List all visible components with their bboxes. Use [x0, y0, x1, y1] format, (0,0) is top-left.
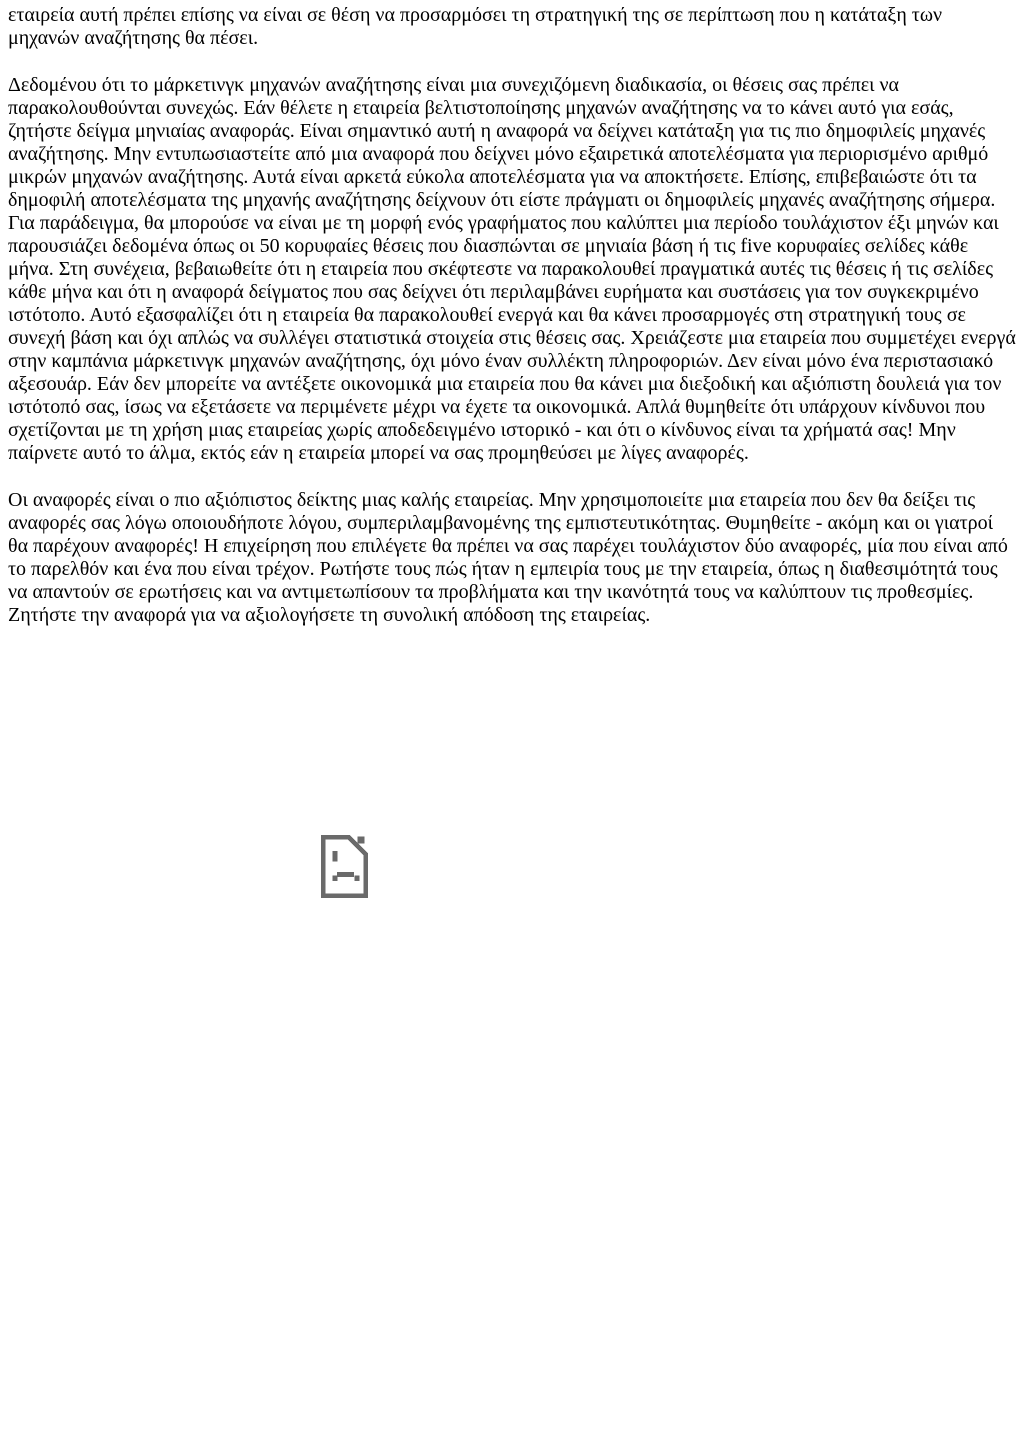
paragraph: Οι αναφορές είναι ο πιο αξιόπιστος δείκτης μιας καλής εταιρείας. Μην χρησιμοποιείτε μια εταιρεία που δεν θα δείξει τις αναφορές σας λόγω οποιουδήποτε λόγου, συμπεριλαμβανομένης της εμπιστευτικότητας. Θυμηθείτε - ακόμη και οι γιατροί θα παρέχουν αναφορές! Η επιχείρηση που επιλέγετε θα πρέπει να σας παρέχει τουλάχιστον δύο αναφορές, μία που είναι από το παρελθόν και ένα που είναι τρέχον. Ρωτήστε τους πώς ήταν η εμπειρία τους με την εταιρεία, όπως η διαθεσιμότητά τους να απαντούν σε ερωτήσεις και να αντιμετωπίσουν τα προβλήματα και την ικανότητά τους να καλύπτουν τις προθεσμίες. Ζητήστε την αναφορά για να αξιολογήσετε τη συνολική απόδοση της εταιρείας.	[8, 489, 1008, 626]
paragraph: Δεδομένου ότι το μάρκετινγκ μηχανών αναζήτησης είναι μια συνεχιζόμενη διαδικασία, οι θέσεις σας πρέπει να παρακολουθούνται συνεχώς. Εάν θέλετε η εταιρεία βελτιστοποίησης μηχανών αναζήτησης να το κάνει αυτό για εσάς, ζητήστε δείγμα μηνιαίας αναφοράς. Είναι σημαντικό αυτή η αναφορά να δείχνει κατάταξη για τις πιο δημοφιλείς μηχανές αναζήτησης. Μην εντυπωσιαστείτε από μια αναφορά που δείχνει μόνο εξαιρετικά αποτελέσματα για περιορισμένο αριθμό μικρών μηχανών αναζήτησης. Αυτά είναι αρκετά εύκολα αποτελέσματα για να αποκτήσετε. Επίσης, επιβεβαιώστε ότι τα δημοφιλή αποτελέσματα της μηχανής αναζήτησης δείχνουν ότι είστε πράγματι οι δημοφιλείς μηχανές αναζήτησης σήμερα. Για παράδειγμα, θα μπορούσε να είναι με τη μορφή ενός γραφήματος που καλύπτει μια περίοδο τουλάχιστον έξι μηνών και παρουσιάζει δεδομένα όπως οι 50 κορυφαίες θέσεις που διασπώνται σε μηνιαία βάση ή τις five κορυφαίες σελίδες κάθε μήνα. Στη συνέχεια, βεβαιωθείτε ότι η εταιρεία που σκέφτεστε να παρακολουθεί πραγματικά αυτές τις θέσεις ή τις σελίδες κάθε μήνα και ότι η αναφορά δείγματος που σας δείχνει ότι περιλαμβάνει ευρήματα και συστάσεις για τον συγκεκριμένο ιστότοπο. Αυτό εξασφαλίζει ότι η εταιρεία θα παρακολουθεί ενεργά και θα κάνει προσαρμογές στη στρατηγική τους σε συνεχή βάση και όχι απλώς να συλλέγει στατιστικά στοιχεία στις θέσεις σας. Χρειάζεστε μια εταιρεία που συμμετέχει ενεργά στην καμπάνια μάρκετινγκ μηχανών αναζήτησης, όχι μόνο έναν συλλέκτη πληροφοριών. Δεν είναι μόνο ένα περιστασιακό αξεσουάρ. Εάν δεν μπορείτε να αντέξετε οικονομικά μια εταιρεία που θα κάνει μια διεξοδική και αξιόπιστη δουλειά για τον ιστότοπό σας, ίσως να εξετάσετε να περιμένετε μέχρι να έχετε τα οικονομικά. Απλά θυμηθείτε ότι υπάρχουν κίνδυνοι που σχετίζονται με τη χρήση μιας εταιρείας χωρίς αποδεδειγμένο ιστορικό - και ότι ο κίνδυνος είναι τα χρήματά σας! Μην παίρνετε αυτό το άλμα, εκτός εάν η εταιρεία μπορεί να σας προμηθεύσει με λίγες αναφορές.	[8, 74, 1016, 464]
article-body	[0, 0, 1024, 627]
paragraph: εταιρεία αυτή πρέπει επίσης να είναι σε θέση να προσαρμόσει τη στρατηγική της σε περίπτωση που η κατάταξη των μηχανών αναζήτησης θα πέσει.	[8, 4, 943, 49]
broken-image-icon	[321, 835, 368, 898]
